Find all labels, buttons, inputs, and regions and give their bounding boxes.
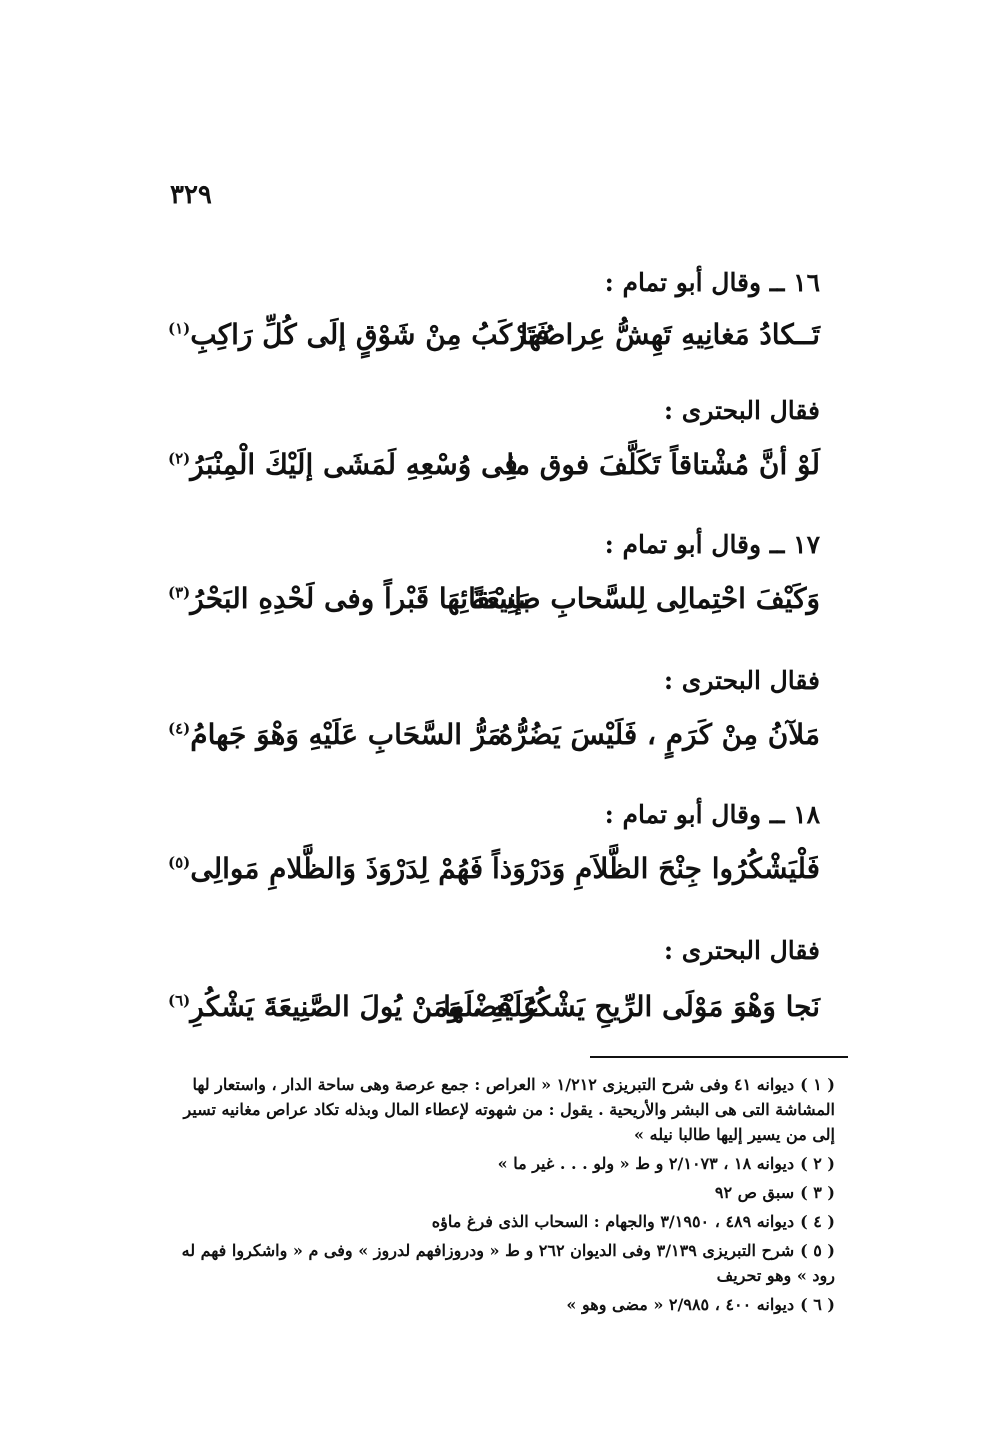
verse-line — [168, 990, 820, 1038]
section-heading: ١٦ ــ وقال أبو تمام : — [604, 268, 820, 297]
footnote-marker: (٦) — [168, 991, 191, 1010]
footnote-number: ( ٥ ) — [800, 1241, 835, 1260]
section-heading: فقال البحترى : — [663, 396, 820, 425]
footnote-number: ( ٦ ) — [800, 1295, 835, 1314]
verse-second-text: عَلَيْهِ ، وَمَنْ يُولَ الصَّنِيعَةَ يَشْكُرِ — [190, 990, 540, 1023]
footnote — [160, 1151, 835, 1176]
footnote — [160, 1180, 835, 1205]
verse-second-text: فَتَرْكَبُ مِنْ شَوْقٍ إلَى كُلِّ رَاكِبِ — [190, 318, 550, 351]
footnote-text: سبق ص ٩٢ — [714, 1183, 795, 1202]
footnote — [160, 1238, 835, 1288]
footnote-marker: (٣) — [168, 583, 191, 602]
verse-second-hemistich — [168, 990, 540, 1023]
verse-line — [168, 448, 820, 496]
footnote-number: ( ٢ ) — [800, 1154, 835, 1173]
verse-line — [168, 718, 820, 766]
verse-second-hemistich — [168, 852, 483, 885]
footnote-number: ( ١ ) — [800, 1075, 835, 1094]
footnote — [160, 1292, 835, 1317]
verse-second-hemistich — [168, 582, 531, 615]
footnotes — [160, 1072, 835, 1321]
verse-second-text: بإسْقائِهَا قَبْراً وفى لَحْدِهِ البَحْرُ — [190, 582, 531, 615]
footnote-divider — [590, 1056, 848, 1058]
footnote-text: ديوانه ١٨ ، ٢/١٠٧٣ و ط « ولو . . . غير ما » — [497, 1154, 795, 1173]
verse-second-text: فَهُمْ لِدَرْوَذَ وَالظَّلامِ مَوالِى — [190, 852, 484, 885]
verse-line — [168, 582, 820, 630]
footnote-text: ديوانه ٤٨٩ ، ٣/١٩٥٠ والجهام : السحاب الذى فرغ ماؤه — [431, 1212, 795, 1231]
verse-first-hemistich: لَوْ أنَّ مُشْتاقاً تَكَلَّفَ فوق ما — [506, 448, 820, 481]
verse-line — [168, 318, 820, 366]
footnote-marker: (٤) — [168, 719, 191, 738]
verse-first-hemistich: فَلْيَشْكُرُوا جِنْحَ الظَّلاَمِ وَدَرْوَذاً — [492, 852, 820, 885]
section-heading: فقال البحترى : — [663, 666, 820, 695]
verse-second-hemistich — [168, 318, 549, 351]
footnote-number: ( ٣ ) — [800, 1183, 835, 1202]
footnote-text: ديوانه ٤١ وفى شرح التبريزى ١/٢١٢ « العراص : جمع عرصة وهى ساحة الدار ، واستعار لها المشاشة التى هى البشر والأريحية . يقول : من شهوته لإعطاء المال وبذله تكاد عراص مغانيه تسير إلى من يسير إليها طالبا نيله » — [183, 1075, 835, 1144]
footnote-marker: (٢) — [168, 449, 191, 468]
footnote-text: ديوانه ٤٠٠ ، ٢/٩٨٥ « مضى وهو » — [566, 1295, 795, 1314]
page-number: ٣٢٩ — [170, 180, 212, 210]
verse-first-hemistich: مَلآنُ مِنْ كَرَمٍ ، فَلَيْسَ يَضُرُّهُ — [498, 718, 820, 751]
footnote — [160, 1209, 835, 1234]
verse-second-hemistich — [168, 448, 518, 481]
verse-second-text: مَرُّ السَّحَابِ عَلَيْهِ وَهْوَ جَهامُ — [190, 718, 503, 751]
footnote-marker: (٥) — [168, 853, 191, 872]
footnote-number: ( ٤ ) — [800, 1212, 835, 1231]
verse-second-hemistich — [168, 718, 502, 751]
footnote-text: شرح التبريزى ٣/١٣٩ وفى الديوان ٢٦٢ و ط « ودروزافهم لدروز » وفى م « واشكروا فهم له رود » وهو تحريف — [181, 1241, 835, 1285]
verse-first-hemistich: تَــكادُ مَغانِيهِ تَهِشُّ عِراصُها — [520, 318, 820, 351]
section-heading: ١٧ ــ وقال أبو تمام : — [604, 530, 820, 559]
verse-second-text: فِى وُسْعِهِ لَمَشَى إلَيْكَ الْمِنْبَرُ — [190, 448, 518, 481]
section-heading: ١٨ ــ وقال أبو تمام : — [604, 800, 820, 829]
verse-line — [168, 852, 820, 900]
section-heading: فقال البحترى : — [663, 936, 820, 965]
verse-first-hemistich: نَجا وَهْوَ مَوْلَى الرِّيحِ يَشْكُرُ فَضْلَها — [443, 990, 820, 1023]
footnote-marker: (١) — [168, 319, 191, 338]
footnote — [160, 1072, 835, 1147]
verse-first-hemistich: وَكَيْفَ احْتِمالِى لِلسَّحابِ صَنِيعَةً — [471, 582, 820, 615]
